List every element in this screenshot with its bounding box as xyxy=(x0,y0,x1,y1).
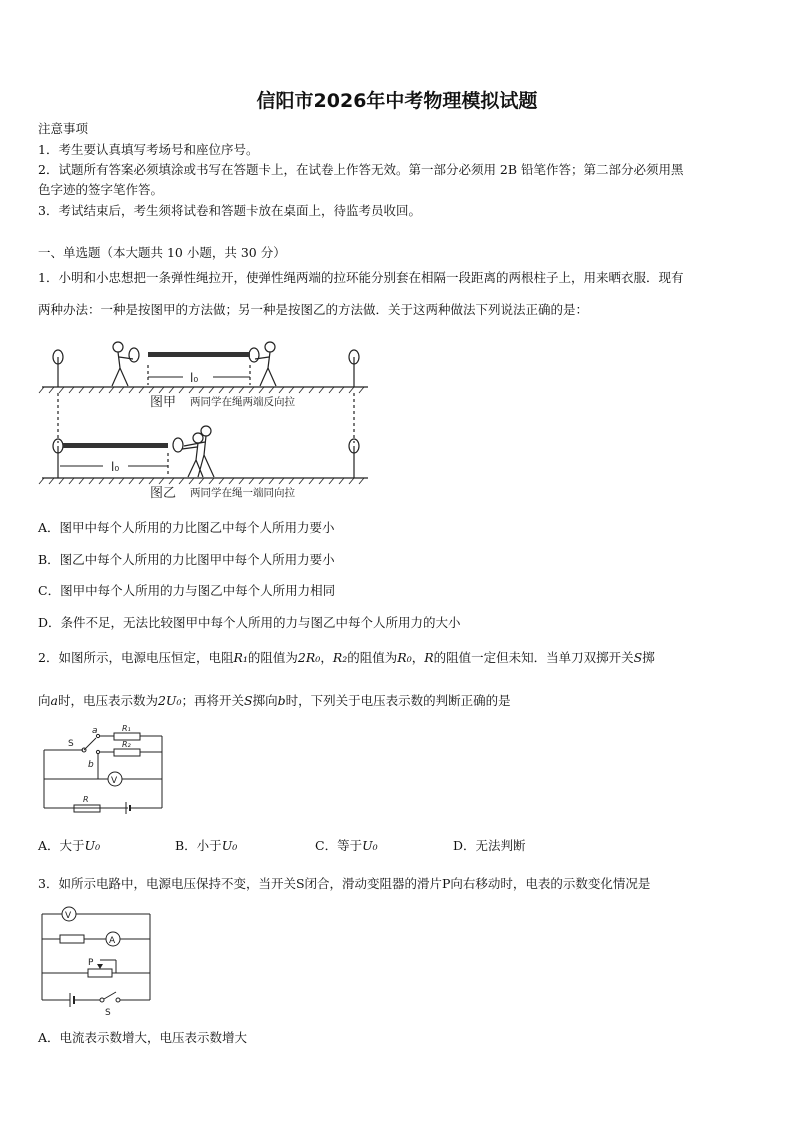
q3-label-s: S xyxy=(105,1008,111,1016)
q1-text-line2: 两种办法：一种是按图甲的方法做；另一种是按图乙的方法做．关于这两种做法下列说法正确的是： xyxy=(38,302,589,317)
notice-item-3: 3．考试结束后，考生须将试卷和答题卡放在桌面上，待监考员收回。 xyxy=(38,203,421,218)
q2-label-b: b xyxy=(88,760,94,770)
q3-option-a: A．电流表示数增大，电压表示数增大 xyxy=(38,1030,248,1045)
q2-voltmeter-label: V xyxy=(111,776,118,786)
q2-option-a: A．大于U₀ xyxy=(38,838,101,853)
q3-text-line1: 3．如所示电路中，电源电压保持不变，当开关S闭合，滑动变阻器的滑片P向右移动时，电表的示数变化情况是 xyxy=(38,876,651,891)
notice-item-1: 1．考生要认真填写考场号和座位序号。 xyxy=(38,142,259,157)
q2-circuit xyxy=(38,722,168,814)
length-label-a: l₀ xyxy=(190,371,199,385)
q2-text-line1: 2．如图所示，电源电压恒定，电阻R₁的阻值为2R₀，R₂的阻值为R₀，R的阻值一定但未知．当单刀双掷开关S掷 xyxy=(38,650,655,665)
q3-voltmeter-label: V xyxy=(65,911,72,921)
fig-b-caption: 两同学在绳一端同向拉 xyxy=(190,487,295,499)
q2-option-d: D．无法判断 xyxy=(453,838,526,853)
q2-label-r: R xyxy=(83,795,89,804)
page-title: 信阳市2026年中考物理模拟试题 xyxy=(256,90,538,112)
q3-ammeter-label: A xyxy=(109,936,116,946)
q2-label-r1: R₁ xyxy=(122,724,131,733)
q1-option-b: B．图乙中每个人所用的力比图甲中每个人所用力要小 xyxy=(38,552,335,567)
notice-item-2-cont: 色字迹的签字笔作答。 xyxy=(38,182,164,197)
length-label-b: l₀ xyxy=(111,460,120,474)
fig-a-caption: 两同学在绳两端反向拉 xyxy=(190,396,295,408)
section-heading: 一、单选题（本大题共 10 小题，共 30 分） xyxy=(38,245,286,260)
q2-label-a: a xyxy=(92,726,98,736)
q2-label-s: S xyxy=(68,739,74,749)
notice-heading: 注意事项 xyxy=(38,121,89,136)
q1-option-a: A．图甲中每个人所用的力比图乙中每个人所用力要小 xyxy=(38,520,335,535)
q1-option-d: D．条件不足，无法比较图甲中每个人所用的力与图乙中每个人所用力的大小 xyxy=(38,615,461,630)
slider-arrow xyxy=(97,964,103,969)
fig-a-label: 图甲 xyxy=(150,395,177,410)
elastic-rope-a xyxy=(148,352,250,357)
q1-figure xyxy=(38,335,378,505)
q1-option-c: C．图甲中每个人所用的力与图乙中每个人所用力相同 xyxy=(38,583,336,598)
q2-option-c: C．等于U₀ xyxy=(315,838,378,853)
notice-item-2: 2．试题所有答案必须填涂或书写在答题卡上，在试卷上作答无效。第一部分必须用 2B 铅笔作答；第二部分必须用黑 xyxy=(38,162,684,177)
q3-circuit xyxy=(38,902,156,1016)
q2-label-r2: R₂ xyxy=(122,740,131,749)
q3-label-p: P xyxy=(88,958,94,968)
q1-text-line1: 1．小明和小忠想把一条弹性绳拉开，使弹性绳两端的拉环能分别套在相隔一段距离的两根柱子上，用来晒衣服．现有 xyxy=(38,270,684,285)
fig-b-label: 图乙 xyxy=(150,486,177,501)
q2-option-b: B．小于U₀ xyxy=(175,838,238,853)
elastic-rope-b xyxy=(63,443,168,448)
q2-text-line2: 向a时，电压表示数为2U₀；再将开关S掷向b时，下列关于电压表示数的判断正确的是 xyxy=(38,693,511,708)
